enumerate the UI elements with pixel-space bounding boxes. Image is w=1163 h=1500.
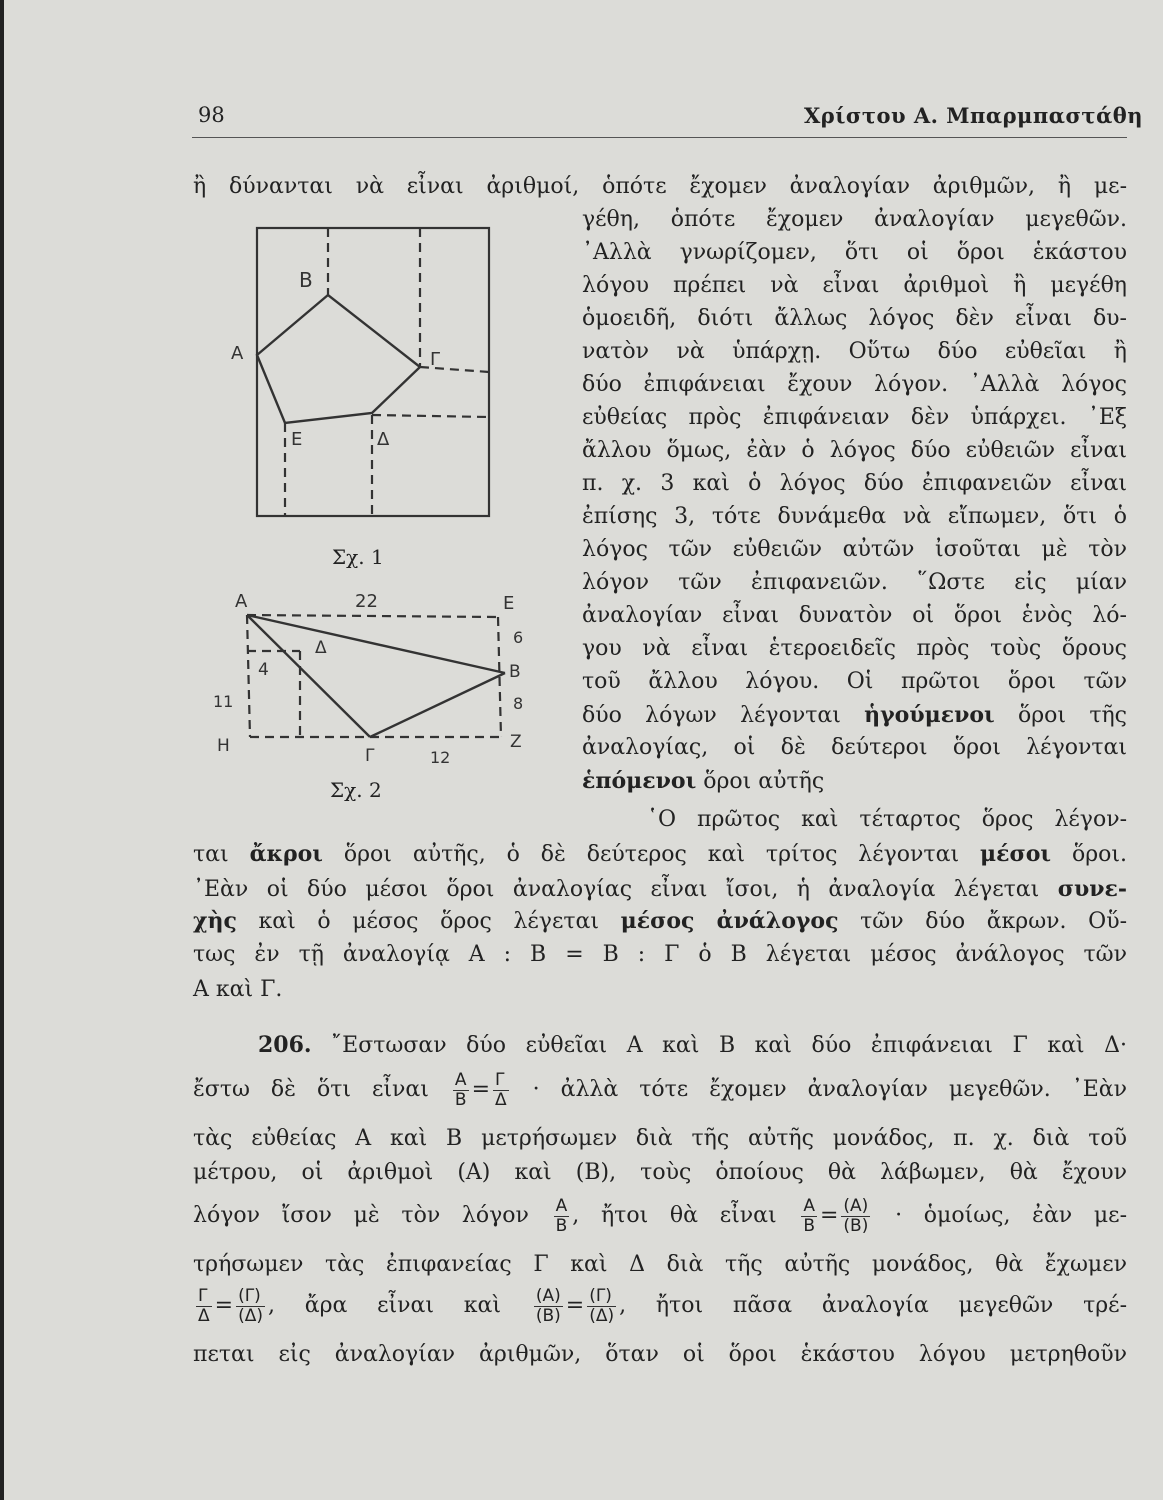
p206-1: ῎Εστωσαν δύο εὐθεῖαι Α καὶ Β καὶ δύο ἐπιφάνειαι Γ καὶ Δ· <box>331 1033 1127 1058</box>
fig2-label-H: Η <box>217 736 230 756</box>
p206-7a: , ἄρα εἶναι καὶ <box>267 1293 502 1318</box>
col-line-4: ὁμοειδῆ, διότι ἄλλως λόγος δὲν εἶναι δυ- <box>582 306 1127 331</box>
fig2-line-GB <box>370 673 505 737</box>
full-line-1 <box>193 839 1127 870</box>
frac-den: Β <box>454 1089 467 1110</box>
col-line-19: ῾Ο πρῶτος καὶ τέταρτος ὅρος λέγον- <box>647 807 1127 832</box>
col-line-7: εὐθείας πρὸς ἐπιφάνειαν δὲν ὑπάρχει. ᾿Εξ <box>582 405 1127 430</box>
frac-den: Δ <box>198 1305 210 1326</box>
f1-e: ὅροι. <box>1071 842 1127 867</box>
fig1-label-A: Α <box>231 343 244 364</box>
figure-2 <box>205 585 535 775</box>
col-line-8: ἄλλου ὅμως, ἐὰν ὁ λόγος δύο εὐθειῶν εἶναι <box>582 438 1127 463</box>
frac-num: (Γ) <box>587 1287 616 1307</box>
frac-den: (Δ) <box>589 1305 615 1326</box>
col-line-16 <box>582 700 1127 731</box>
fig2-label-4: 4 <box>258 660 269 680</box>
full-line-2 <box>193 874 1127 905</box>
fraction-pA-over-pB <box>841 1197 870 1236</box>
f3-d: τῶν δύο ἄκρων. Οὕ- <box>860 909 1128 934</box>
header-rule <box>192 137 1127 138</box>
fraction-A-over-B-2 <box>554 1197 570 1236</box>
fig2-caption: Σχ. 2 <box>330 778 382 802</box>
frac-num: Α <box>453 1071 469 1091</box>
fraction-A-over-B-3 <box>801 1197 817 1236</box>
fig1-dash-h2 <box>372 415 489 417</box>
term-synechis-2: χὴς <box>193 908 237 934</box>
frac-num: Γ <box>196 1287 212 1307</box>
fig2-label-D: Δ <box>315 638 327 658</box>
p206-7b: , ἤτοι πᾶσα ἀναλογία μεγεθῶν τρέ- <box>619 1293 1128 1318</box>
frac-num: Γ <box>493 1071 509 1091</box>
fig2-label-12: 12 <box>430 748 451 767</box>
equals-sign: = <box>819 1203 839 1228</box>
col-line-10: ἐπίσης 3, τότε δυνάμεθα νὰ εἴπωμεν, ὅτι ὁ <box>582 504 1127 529</box>
col-line-15: τοῦ ἄλλου λόγου. Οἱ πρῶτοι ὅροι τῶν <box>582 669 1127 694</box>
fig2-label-A: Α <box>235 591 248 612</box>
frac-den: (Δ) <box>238 1305 263 1326</box>
fig2-label-8: 8 <box>513 694 524 713</box>
p206-2a: ἔστω δὲ ὅτι εἶναι <box>193 1077 429 1102</box>
text-line-1: ἢ δύνανται νὰ εἶναι ἀριθμοί, ὁπότε ἔχομεν ἀναλογίαν ἀριθμῶν, ἢ με- <box>193 174 1127 199</box>
section-number-206: 206. <box>258 1032 312 1058</box>
fig2-label-22: 22 <box>355 591 378 612</box>
full-line-3 <box>193 906 1127 937</box>
frac-num: Α <box>554 1197 570 1217</box>
para206-line-1 <box>258 1030 1127 1061</box>
fraction-A-over-B <box>453 1071 469 1110</box>
frac-num: Α <box>801 1197 817 1217</box>
frac-num: (Α) <box>534 1287 563 1307</box>
para206-line-2 <box>193 1070 1127 1110</box>
equals-sign: = <box>565 1293 585 1318</box>
col-line-9: π. χ. 3 καὶ ὁ λόγος δύο ἐπιφανειῶν εἶναι <box>582 471 1127 496</box>
f1-a: ται <box>193 842 229 867</box>
full-line-4: τως ἐν τῇ ἀναλογίᾳ Α : Β = Β : Γ ὁ Β λέγεται μέσος ἀνάλογος τῶν <box>193 942 1127 967</box>
fig1-pentagon <box>257 295 420 423</box>
fraction-G-over-D <box>493 1071 509 1110</box>
frac-den: Β <box>803 1215 815 1236</box>
term-mesos-analogos: μέσος ἀνάλογος <box>620 908 839 934</box>
col-line-12: λόγον τῶν ἐπιφανειῶν. ῞Ωστε εἰς μίαν <box>582 570 1127 595</box>
col-line-5: νατὸν νὰ ὑπάρχῃ. Οὕτω δύο εὐθεῖαι ἢ <box>582 339 1127 364</box>
f1-c: ὅροι αὐτῆς, ὁ δὲ δεύτερος καὶ τρίτος λέγονται <box>343 842 960 867</box>
fig1-outer-rect <box>257 228 489 516</box>
col-line-11: λόγος τῶν εὐθειῶν αὐτῶν ἰσοῦται μὲ τὸν <box>582 537 1127 562</box>
fig2-label-G: Γ <box>365 746 375 766</box>
frac-den: (Β) <box>535 1305 561 1326</box>
col-line-2: ᾿Αλλὰ γνωρίζομεν, ὅτι οἱ ὅροι ἑκάστου <box>582 240 1127 265</box>
p206-2b: · ἀλλὰ τότε ἔχομεν ἀναλογίαν μεγεθῶν. ᾿Εὰν <box>532 1077 1127 1102</box>
fig2-label-B: Β <box>509 662 521 682</box>
fraction-pG-over-pD <box>236 1287 265 1326</box>
term-igoumenoi: ἡγούμενοι <box>864 702 995 728</box>
f2-a: ᾿Εὰν οἱ δύο μέσοι ὅροι ἀναλογίας εἶναι ἴσοι, ἡ ἀναλογία λέγεται <box>193 877 1040 902</box>
fig2-label-Z: Ζ <box>510 732 522 752</box>
para206-line-8: πεται εἰς ἀναλογίαν ἀριθμῶν, ὅταν οἱ ὅροι ἑκάστου λόγου μετρηθοῦν <box>193 1342 1127 1367</box>
fig2-label-E: Ε <box>503 593 515 614</box>
col-line-18 <box>582 766 1127 797</box>
fraction-pG-over-pD-2 <box>587 1287 616 1326</box>
para206-line-6: τρήσωμεν τὰς ἐπιφανείας Γ καὶ Δ διὰ τῆς αὐτῆς μονάδος, θὰ ἔχωμεν <box>193 1252 1127 1277</box>
fig1-caption: Σχ. 1 <box>332 545 384 569</box>
frac-den: (Β) <box>843 1215 869 1236</box>
term-mesoi: μέσοι <box>980 841 1052 867</box>
col-line-13: ἀναλογίαν εἶναι δυνατὸν οἱ ὅροι ἑνὸς λό- <box>582 603 1127 628</box>
p206-5b: , ἤτοι θὰ εἶναι <box>572 1203 777 1228</box>
fig1-label-E: Ε <box>291 429 303 450</box>
frac-den: Δ <box>495 1089 507 1110</box>
term-akroi: ἄκροι <box>249 841 323 867</box>
full-line-5: Α καὶ Γ. <box>193 977 283 1002</box>
term-epomenoi: ἑπόμενοι <box>582 768 697 794</box>
col-18-b: ὅροι αὐτῆς <box>703 769 825 794</box>
col-16-a: δύο λόγων λέγονται <box>582 703 841 728</box>
page-number: 98 <box>198 103 225 127</box>
col-16-c: ὅροι τῆς <box>1017 703 1127 728</box>
running-header-author: Χρίστου Α. Μπαρμπαστάθη <box>803 103 1143 128</box>
fraction-pA-over-pB-2 <box>534 1287 563 1326</box>
equals-sign: = <box>471 1077 490 1102</box>
fig2-dash-left <box>247 615 250 737</box>
col-line-1: γέθη, ὁπότε ἔχομεν ἀναλογίαν μεγεθῶν. <box>582 207 1127 232</box>
fig2-dash-top <box>247 615 498 617</box>
p206-5c: · ὁμοίως, ἐὰν με- <box>895 1203 1128 1228</box>
p206-5a: λόγον ἴσον μὲ τὸν λόγον <box>193 1203 529 1228</box>
para206-line-3: τὰς εὐθείας Α καὶ Β μετρήσωμεν διὰ τῆς αὐτῆς μονάδος, π. χ. διὰ τοῦ <box>193 1126 1127 1151</box>
fraction-G-over-D-2 <box>196 1287 212 1326</box>
frac-den: Β <box>555 1215 568 1236</box>
equals-sign: = <box>214 1293 234 1318</box>
col-line-17: ἀναλογίας, οἱ δὲ δεύτεροι ὅροι λέγονται <box>582 735 1127 760</box>
fig1-label-B: Β <box>299 268 313 292</box>
col-line-6: δύο ἐπιφάνειαι ἔχουν λόγον. ᾿Αλλὰ λόγος <box>582 372 1127 397</box>
fig2-label-6: 6 <box>513 628 524 647</box>
fig1-label-G: Γ <box>430 349 441 370</box>
col-line-14: γου νὰ εἶναι ἑτεροειδεῖς πρὸς τοὺς ὅρους <box>582 636 1127 661</box>
frac-num: (Γ) <box>236 1287 265 1307</box>
fig2-label-11: 11 <box>213 692 234 711</box>
para206-line-7 <box>193 1286 1127 1326</box>
fig2-line-AB <box>247 615 505 673</box>
frac-num: (Α) <box>841 1197 870 1217</box>
term-synechis-1: συνε- <box>1057 876 1127 902</box>
page-edge <box>0 0 4 1500</box>
fig1-label-D: Δ <box>377 429 390 450</box>
para206-line-5 <box>193 1196 1127 1236</box>
col-line-3: λόγου πρέπει νὰ εἶναι ἀριθμοὶ ἢ μεγέθη <box>582 273 1127 298</box>
para206-line-4: μέτρου, οἱ ἀριθμοὶ (Α) καὶ (Β), τοὺς ὁποίους θὰ λάβωμεν, θὰ ἔχουν <box>193 1160 1127 1185</box>
figure-1 <box>225 215 500 525</box>
f3-b: καὶ ὁ μέσος ὅρος λέγεται <box>258 909 599 934</box>
